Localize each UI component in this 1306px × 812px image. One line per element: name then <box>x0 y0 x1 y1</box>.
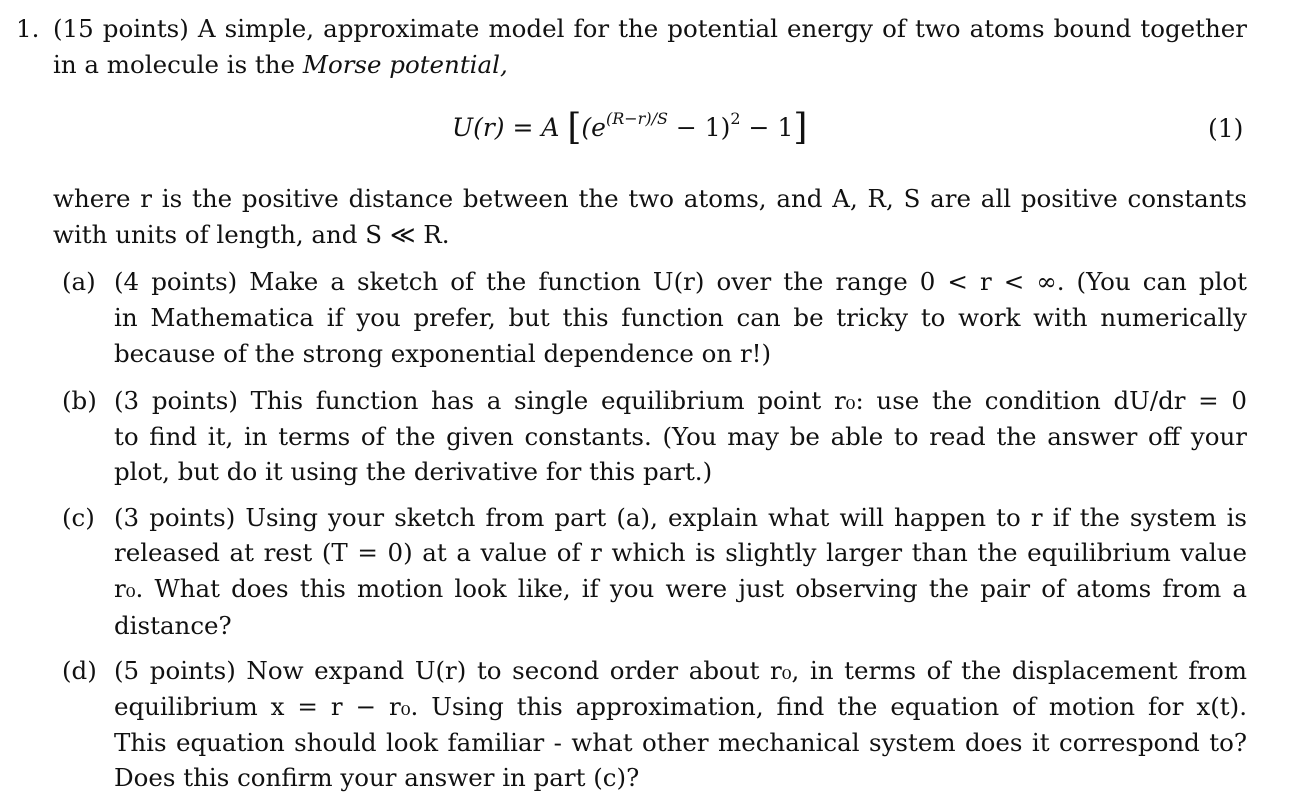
equation-square: 2 <box>730 109 741 128</box>
equation-bracket-close: ] <box>793 107 808 148</box>
part-c-line: r₀. What does this motion look like, if you were just observing the pair of atoms from a <box>114 574 1247 603</box>
equation-exp-base: (e <box>581 113 606 142</box>
part-c-line: distance? <box>114 611 232 640</box>
morse-potential-term: Morse potential, <box>302 50 508 79</box>
part-d-line: This equation should look familiar - what other mechanical system does it correspond to? <box>114 728 1247 757</box>
part-b-label: (b) <box>62 386 97 415</box>
morse-equation <box>452 107 808 148</box>
intro-text: in a molecule is the <box>53 50 303 79</box>
part-b-line: plot, but do it using the derivative for this part.) <box>114 457 713 486</box>
where-line-2: with units of length, and S ≪ R. <box>53 220 450 249</box>
part-c-label: (c) <box>62 503 95 532</box>
part-c-line: (3 points) Using your sketch from part (a), explain what will happen to r if the system is <box>114 503 1247 532</box>
part-a-line: because of the strong exponential dependence on r!) <box>114 339 772 368</box>
equation-exponent: (R−r)/S <box>605 109 668 128</box>
part-b-line: to find it, in terms of the given constants. (You may be able to read the answer off your <box>114 422 1247 451</box>
equation-tail: − 1 <box>740 113 794 142</box>
part-d-line: Does this confirm your answer in part (c)? <box>114 763 640 792</box>
part-a-line: (4 points) Make a sketch of the function U(r) over the range 0 < r < ∞. (You can plot <box>114 267 1247 296</box>
where-line-1: where r is the positive distance between the two atoms, and A, R, S are all positive constants <box>53 184 1247 213</box>
equation-number: (1) <box>1208 114 1244 143</box>
part-a-line: in Mathematica if you prefer, but this function can be tricky to work with numerically <box>114 303 1247 332</box>
part-d-label: (d) <box>62 656 97 685</box>
equation-bracket-open: [ <box>567 107 582 148</box>
equation-lhs: U(r) = A <box>452 113 560 142</box>
part-c-line: released at rest (T = 0) at a value of r which is slightly larger than the equilibrium value <box>114 538 1247 567</box>
part-d-line: (5 points) Now expand U(r) to second order about r₀, in terms of the displacement from <box>114 656 1247 685</box>
problem-intro-line-2 <box>53 50 508 80</box>
part-d-line: equilibrium x = r − r₀. Using this approximation, find the equation of motion for x(t). <box>114 692 1247 721</box>
problem-number: 1. <box>16 14 40 43</box>
part-b-line: (3 points) This function has a single equilibrium point r₀: use the condition dU/dr = 0 <box>114 386 1247 415</box>
problem-intro-line-1: (15 points) A simple, approximate model for the potential energy of two atoms bound together <box>53 14 1247 43</box>
equation-middle: − 1) <box>667 113 731 142</box>
part-a-label: (a) <box>62 267 96 296</box>
